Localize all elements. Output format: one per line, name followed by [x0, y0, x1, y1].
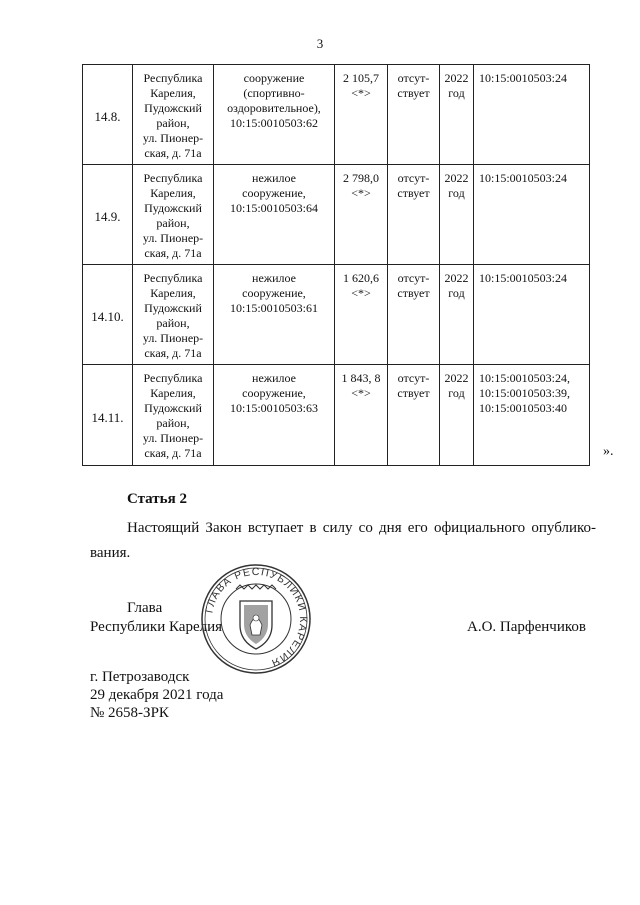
- row-object-description: [214, 365, 335, 466]
- row-area-line: 1 620,6: [343, 271, 379, 285]
- signer-title-line1: Глава: [127, 600, 163, 616]
- row-area: [335, 165, 388, 265]
- row-cadastral-numbers: [474, 365, 590, 466]
- row-address-line: Карелия,: [150, 286, 196, 300]
- table-row: [83, 265, 590, 365]
- row-year: [440, 65, 474, 165]
- row-cadastral-numbers-line: 10:15:0010503:24: [479, 171, 568, 185]
- row-area-line: 1 843, 8: [341, 371, 381, 385]
- page-number: 3: [316, 36, 324, 51]
- row-address-line: ская, д. 71а: [144, 146, 202, 160]
- row-cadastral-numbers-line: 10:15:0010503:24: [479, 271, 568, 285]
- row-address-line: Карелия,: [150, 86, 196, 100]
- row-year-line: год: [448, 286, 465, 300]
- row-encumbrance-line: ствует: [397, 286, 430, 300]
- row-area-line: <*>: [351, 286, 371, 300]
- row-object-description-line: оздоровительное),: [227, 101, 321, 115]
- row-cadastral-numbers: [474, 165, 590, 265]
- document-number: № 2658-ЗРК: [90, 705, 169, 721]
- row-object-description-line: 10:15:0010503:62: [229, 116, 318, 130]
- row-cadastral-numbers-line: 10:15:0010503:39,: [479, 386, 571, 400]
- row-cadastral-numbers: [474, 265, 590, 365]
- row-object-description: [214, 65, 335, 165]
- row-address-line: ул. Пионер-: [142, 131, 204, 145]
- row-address-line: Республика: [143, 171, 203, 185]
- row-address-line: Пудожский: [144, 401, 202, 415]
- row-year: [440, 365, 474, 466]
- row-area-line: 2 798,0: [343, 171, 379, 185]
- row-object-description-line: 10:15:0010503:63: [229, 401, 318, 415]
- row-object-description-line: (спортивно-: [243, 86, 305, 100]
- row-cadastral-numbers-line: 10:15:0010503:40: [479, 401, 568, 415]
- row-address-line: Республика: [143, 71, 203, 85]
- signer-title-line2: Республики Карелия: [90, 619, 223, 635]
- table-row: [83, 165, 590, 265]
- row-encumbrance-line: отсут-: [397, 71, 430, 85]
- table-row: [83, 65, 590, 165]
- row-address-line: ская, д. 71а: [144, 446, 202, 460]
- row-number: 14.8.: [83, 65, 133, 165]
- row-object-description-line: сооружение,: [242, 386, 306, 400]
- row-year: [440, 265, 474, 365]
- row-year-line: 2022: [444, 171, 469, 185]
- row-address-line: район,: [156, 316, 190, 330]
- row-address-line: Республика: [143, 371, 203, 385]
- row-number: 14.10.: [83, 265, 133, 365]
- row-address-line: ул. Пионер-: [142, 331, 204, 345]
- article-title: Статья 2: [127, 491, 187, 507]
- seal-text: ГЛАВА РЕСПУБЛИКИ КАРЕЛИЯ: [203, 565, 310, 670]
- row-address-line: район,: [156, 416, 190, 430]
- property-table: [82, 64, 590, 466]
- city: г. Петрозаводск: [90, 669, 190, 685]
- row-year-line: 2022: [444, 371, 469, 385]
- row-object-description-line: нежилое: [252, 171, 296, 185]
- row-year: [440, 165, 474, 265]
- row-address-line: Пудожский: [144, 101, 202, 115]
- seal-graphic: [200, 563, 312, 675]
- row-address-line: ская, д. 71а: [144, 346, 202, 360]
- row-area: [335, 65, 388, 165]
- row-address-line: Пудожский: [144, 301, 202, 315]
- row-number: 14.11.: [83, 365, 133, 466]
- row-number: 14.9.: [83, 165, 133, 265]
- row-year-line: 2022: [444, 71, 469, 85]
- row-address-line: Карелия,: [150, 386, 196, 400]
- row-cadastral-numbers: [474, 65, 590, 165]
- row-encumbrance-line: отсут-: [397, 171, 430, 185]
- official-seal-stamp: [200, 563, 312, 675]
- row-address-line: район,: [156, 216, 190, 230]
- row-object-description-line: нежилое: [252, 271, 296, 285]
- row-encumbrance-line: ствует: [397, 186, 430, 200]
- row-address: [133, 165, 214, 265]
- place-date-number-block: [90, 668, 223, 722]
- table-row: [83, 365, 590, 466]
- row-year-line: год: [448, 186, 465, 200]
- row-year-line: год: [448, 86, 465, 100]
- signer-name: А.О. Парфенчиков: [467, 619, 586, 635]
- row-address-line: Пудожский: [144, 201, 202, 215]
- row-year-line: год: [448, 386, 465, 400]
- article-text: Настоящий Закон вступает в силу со дня его официального опублико-вания.: [90, 520, 596, 561]
- row-object-description-line: 10:15:0010503:64: [229, 201, 318, 215]
- row-object-description-line: сооружение,: [242, 186, 306, 200]
- row-area-line: <*>: [351, 86, 371, 100]
- row-address: [133, 65, 214, 165]
- row-address-line: ул. Пионер-: [142, 431, 204, 445]
- row-object-description: [214, 165, 335, 265]
- row-encumbrance-line: ствует: [397, 86, 430, 100]
- row-area-line: <*>: [351, 186, 371, 200]
- row-encumbrance: [388, 165, 440, 265]
- closing-quote-mark: ».: [603, 444, 614, 459]
- row-address-line: ул. Пионер-: [142, 231, 204, 245]
- row-area-line: <*>: [351, 386, 371, 400]
- row-object-description-line: сооружение: [243, 71, 305, 85]
- row-object-description-line: сооружение,: [242, 286, 306, 300]
- row-address-line: район,: [156, 116, 190, 130]
- row-encumbrance: [388, 65, 440, 165]
- row-area-line: 2 105,7: [343, 71, 379, 85]
- row-cadastral-numbers-line: 10:15:0010503:24: [479, 71, 568, 85]
- row-cadastral-numbers-line: 10:15:0010503:24,: [479, 371, 571, 385]
- row-year-line: 2022: [444, 271, 469, 285]
- row-encumbrance: [388, 365, 440, 466]
- row-encumbrance: [388, 265, 440, 365]
- row-address-line: Карелия,: [150, 186, 196, 200]
- row-object-description-line: нежилое: [252, 371, 296, 385]
- row-address: [133, 265, 214, 365]
- row-area: [335, 265, 388, 365]
- row-object-description: [214, 265, 335, 365]
- document-date: 29 декабря 2021 года: [90, 687, 224, 703]
- row-area: [335, 365, 388, 466]
- row-address-line: Республика: [143, 271, 203, 285]
- row-object-description-line: 10:15:0010503:61: [229, 301, 318, 315]
- row-encumbrance-line: ствует: [397, 386, 430, 400]
- row-address-line: ская, д. 71а: [144, 246, 202, 260]
- row-encumbrance-line: отсут-: [397, 271, 430, 285]
- row-address: [133, 365, 214, 466]
- row-encumbrance-line: отсут-: [397, 371, 430, 385]
